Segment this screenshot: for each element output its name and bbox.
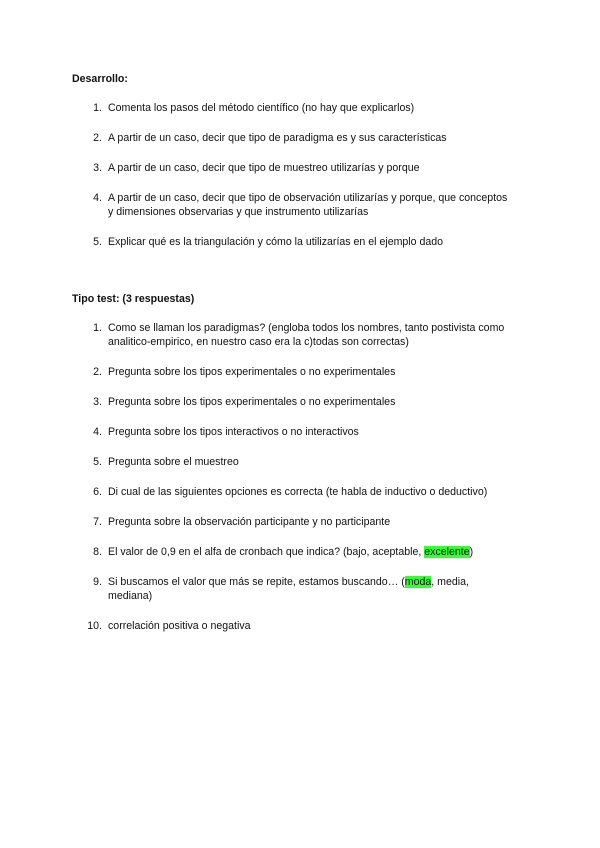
item-text: Comenta los pasos del método científico (no hay que explicarlos): [108, 102, 415, 114]
item-text-line1: [108, 575, 542, 589]
item-text-before: Si buscamos el valor que más se repite, estamos buscando… (: [108, 576, 405, 588]
item-text-after: , media,: [431, 576, 469, 588]
item-number: 5.: [93, 236, 102, 248]
highlighted-answer: excelente: [424, 546, 470, 558]
item-text-line1: Como se llaman los paradigmas? (engloba todos los nombres, tanto postivista como: [108, 322, 505, 334]
item-text-after: ): [469, 546, 474, 558]
item-number: 1.: [93, 322, 102, 334]
list-item: [72, 455, 542, 469]
item-number: 9.: [93, 576, 102, 588]
list-item: [72, 395, 542, 409]
item-number: 4.: [93, 426, 102, 438]
list-item: [72, 101, 542, 115]
list-item: [72, 575, 542, 603]
highlighted-answer: moda: [404, 576, 432, 588]
list-item: [72, 515, 542, 529]
item-text: Explicar qué es la triangulación y cómo la utilizarías en el ejemplo dado: [108, 236, 444, 248]
item-text-line2: y dimensiones observarias y que instrumento utilizarías: [108, 206, 369, 218]
list-item: [72, 131, 542, 145]
item-number: 8.: [93, 546, 102, 558]
item-text: Pregunta sobre los tipos experimentales o no experimentales: [108, 396, 396, 408]
item-text-line2: mediana): [108, 590, 153, 602]
item-text: [108, 545, 542, 559]
item-text: A partir de un caso, decir que tipo de paradigma es y sus características: [108, 132, 447, 144]
item-text: Pregunta sobre los tipos experimentales o no experimentales: [108, 366, 396, 378]
item-text-line2: analitico-empirico, en nuestro caso era la c)todas son correctas): [108, 336, 409, 348]
item-number: 4.: [93, 192, 102, 204]
item-text: Pregunta sobre el muestreo: [108, 456, 239, 468]
tipo-test-list: [72, 321, 542, 633]
desarrollo-list: [72, 101, 542, 249]
item-number: 7.: [93, 516, 102, 528]
list-item: [72, 425, 542, 439]
item-number: 5.: [93, 456, 102, 468]
item-text: correlación positiva o negativa: [108, 620, 251, 632]
item-number: 2.: [93, 132, 102, 144]
item-number: 3.: [93, 396, 102, 408]
list-item: [72, 191, 542, 219]
item-text: Pregunta sobre la observación participante y no participante: [108, 516, 391, 528]
section-title-tipo-test: Tipo test: (3 respuestas): [72, 293, 195, 305]
item-number: 6.: [93, 486, 102, 498]
item-text: Di cual de las siguientes opciones es correcta (te habla de inductivo o deductivo): [108, 486, 488, 498]
list-item: [72, 161, 542, 175]
item-text-line1: A partir de un caso, decir que tipo de observación utilizarías y porque, que conceptos: [108, 192, 508, 204]
list-item: [72, 321, 542, 349]
list-item: [72, 235, 542, 249]
list-item: [72, 365, 542, 379]
list-item: [72, 485, 542, 499]
item-number: 10.: [87, 620, 102, 632]
item-number: 1.: [93, 102, 102, 114]
list-item: [72, 619, 542, 633]
item-number: 3.: [93, 162, 102, 174]
list-item: [72, 545, 542, 559]
item-text-before: El valor de 0,9 en el alfa de cronbach que indica? (bajo, aceptable,: [108, 546, 425, 558]
item-text: A partir de un caso, decir que tipo de muestreo utilizarías y porque: [108, 162, 420, 174]
item-text: Pregunta sobre los tipos interactivos o no interactivos: [108, 426, 359, 438]
item-number: 2.: [93, 366, 102, 378]
section-title-desarrollo: Desarrollo:: [72, 73, 128, 85]
